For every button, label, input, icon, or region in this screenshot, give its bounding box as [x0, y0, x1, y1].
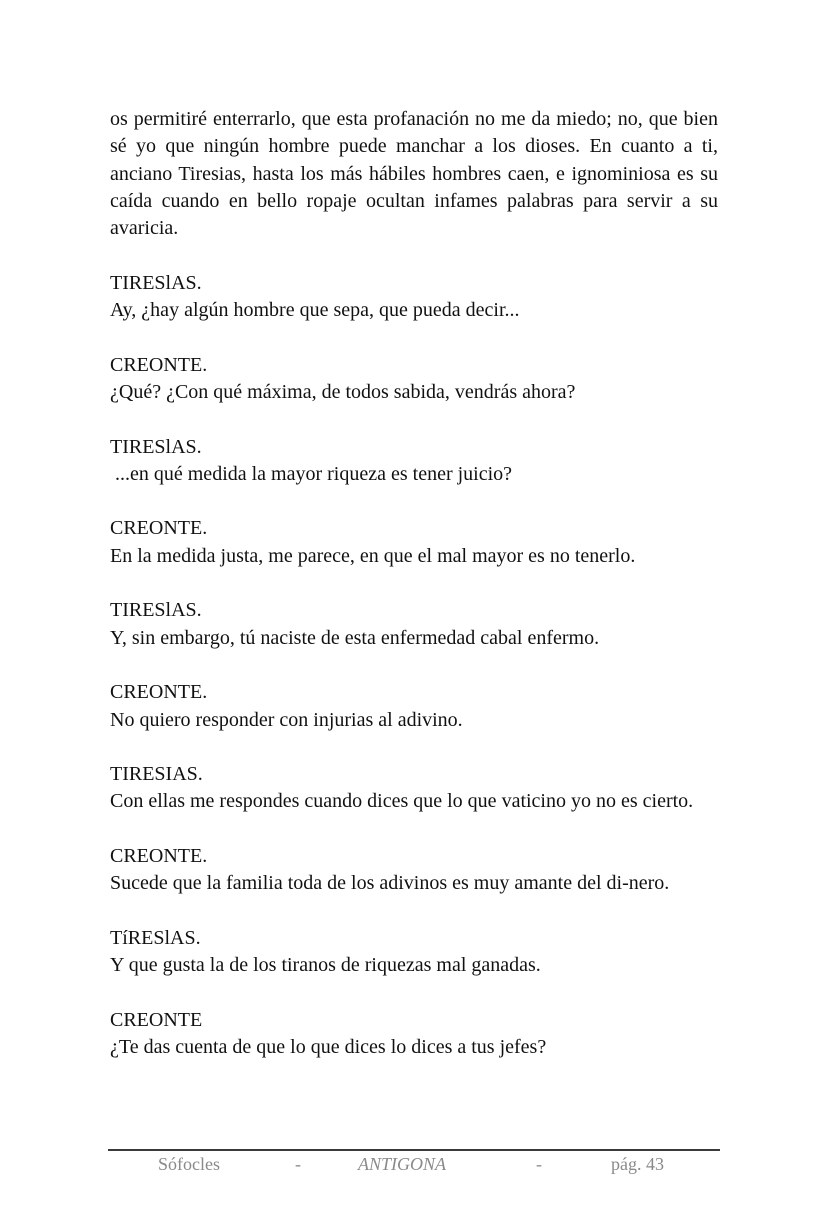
speaker-name: CREONTE.: [110, 681, 208, 704]
dialogue-block: [110, 597, 718, 652]
speaker-name: CREONTE.: [110, 845, 208, 868]
dialogue-block: [110, 515, 718, 570]
dialogue-block: [110, 352, 718, 407]
speaker-name: TIRESIAS.: [110, 763, 203, 786]
dialogue-block: [110, 761, 718, 816]
footer-separator: -: [295, 1154, 301, 1174]
speech-line: Sucede que la familia toda de los adivinos es muy amante del di-nero.: [110, 872, 670, 895]
speaker-name: TIRESlAS.: [110, 599, 202, 622]
speech-line: ¿Qué? ¿Con qué máxima, de todos sabida, vendrás ahora?: [110, 380, 576, 403]
speaker-name: CREONTE.: [110, 517, 208, 540]
footer-divider: [108, 1149, 720, 1151]
dialogue-block: [110, 925, 718, 980]
speech-line: ...en qué medida la mayor riqueza es tener juicio?: [110, 462, 513, 485]
page-body: [110, 106, 718, 1061]
speech-line: No quiero responder con injurias al adivino.: [110, 708, 463, 731]
speaker-name: TIRESlAS.: [110, 435, 202, 458]
dialogue-block: [110, 434, 718, 489]
dialogue-block: [110, 270, 718, 325]
footer-page-number: pág. 43: [611, 1154, 664, 1174]
footer-author: Sófocles: [158, 1154, 220, 1174]
speaker-name: CREONTE: [110, 1008, 203, 1031]
speaker-name: CREONTE.: [110, 353, 208, 376]
speech-line: En la medida justa, me parece, en que el mal mayor es no tenerlo.: [110, 544, 636, 567]
footer-separator: -: [536, 1154, 542, 1174]
dialogue-block: [110, 843, 718, 898]
speaker-name: TIRESlAS.: [110, 271, 202, 294]
speech-line: Y que gusta la de los tiranos de riquezas mal ganadas.: [110, 954, 541, 977]
speech-line: Ay, ¿hay algún hombre que sepa, que pueda decir...: [110, 299, 520, 322]
speaker-name: TíRESlAS.: [110, 926, 201, 949]
speech-line: ¿Te das cuenta de que lo que dices lo dices a tus jefes?: [110, 1036, 547, 1059]
speech-line: Y, sin embargo, tú naciste de esta enfermedad cabal enfermo.: [110, 626, 600, 649]
dialogue-block: [110, 679, 718, 734]
opening-paragraph: os permitiré enterrarlo, que esta profanación no me da miedo; no, que bien sé yo que ningún hombre puede manchar a los dioses. En cuanto a ti, anciano Tiresias, hasta los más hábiles hombres caen, e ignominiosa es su caída cuando en bello ropaje ocultan infames palabras para servir a su avaricia.: [110, 108, 718, 240]
page-footer: [108, 1154, 720, 1178]
speech-line: Con ellas me respondes cuando dices que lo que vaticino yo no es cierto.: [110, 790, 694, 813]
dialogue-block: [110, 1007, 718, 1062]
footer-title: ANTIGONA: [358, 1154, 447, 1174]
